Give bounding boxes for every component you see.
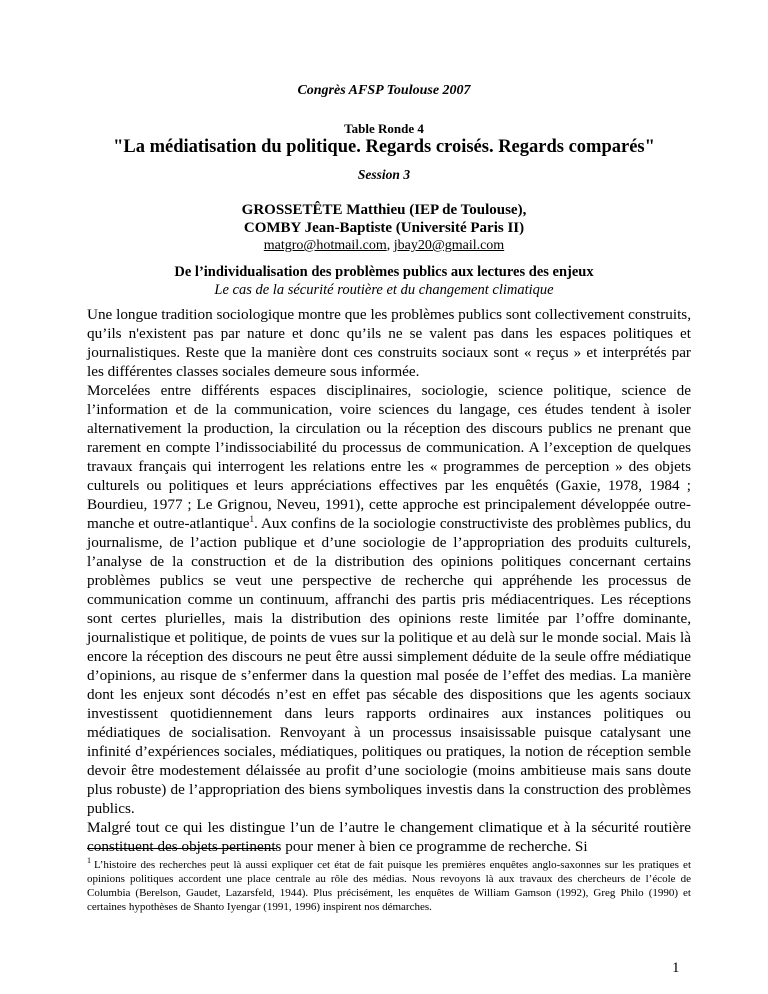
footnote-separator bbox=[87, 848, 277, 849]
paragraph-1: Une longue tradition sociologique montre que les problèmes publics sont collectivement construits, qu’ils n'existent pas par nature et donc qu’ils ne se valent pas dans les espaces politiques et journalistiques. Reste que la manière dont ces construits sociaux sont « reçus » et interprétés par les différentes classes sociales demeure sous informée. bbox=[87, 306, 691, 380]
article-subtitle: Le cas de la sécurité routière et du changement climatique bbox=[214, 282, 554, 298]
conference-title: Congrès AFSP Toulouse 2007 bbox=[297, 83, 471, 98]
footnote bbox=[87, 858, 691, 914]
paragraph-3: Malgré tout ce qui les distingue l’un de l’autre le changement climatique et à la sécurité routière constituent des objets pertinents pour mener à bien ce programme de recherche. Si bbox=[87, 819, 691, 855]
author-emails bbox=[0, 238, 768, 254]
body-text bbox=[87, 305, 691, 856]
email-link-1[interactable]: matgro@hotmail.com bbox=[263, 238, 387, 253]
author-2: COMBY Jean-Baptiste (Université Paris II) bbox=[243, 220, 525, 236]
footnote-text: L’histoire des recherches peut là aussi expliquer cet état de fait puisque les premières enquêtes anglo-saxonnes sur les pratiques et opinions politiques accordent une place centrale au rôle des médias. Nous revoyons là aux travaux des chercheurs de l’école de Columbia (Berelson, Gaudet, Lazarsfeld, 1944). Plus précisément, les enquêtes de William Gamson (1992), Greg Philo (1990) et certaines hypothèses de Shanto Iyengar (1991, 1996) inspirent nos démarches. bbox=[87, 859, 691, 913]
footnote-reference[interactable]: 1 bbox=[249, 513, 254, 524]
table-ronde-label: Table Ronde 4 bbox=[344, 121, 424, 136]
footnote-mark: 1 bbox=[87, 856, 91, 866]
paragraph-2-part-2: . Aux confins de la sociologie constructiviste des problèmes publics, du journalisme, de l’action publique et d’une sociologie de l’appropriation des produits culturels, l’analyse de la construction et de la distribution des opinions politiques concernant certains problèmes publics se veut une perspective de recherche qui appréhende les processus de communication comme un continuum, affranchi des partis pris médiacentriques. Les réceptions sont certes plurielles, mais la distribution des opinions reste limitée par l’offre dominante, journalistique et politique, de points de vues sur la politique et au delà sur le monde social. Mais là encore la réception des discours ne peut être aussi simplement déduite de la seule offre médiatique d’opinions, au risque de s’enfermer dans la question mal posée de l’effet des medias. La manière dont les enjeux sont décodés n’est en effet pas sécable des dispositions que les agents sociaux investissent quotidiennement dans leurs rapports ordinaires aux instances politiques ou médiatiques de socialisation. Renvoyant à un processus insaisissable puisque catalysant une infinité d’expériences sociales, médiatiques, politiques ou pratiques, la notion de réception semble devoir être modestement délaissée au profit d’une sociologie (moins ambitieuse mais sans doute plus robuste) de l’appropriation des biens symboliques investis dans la construction des problèmes publics. bbox=[87, 515, 691, 817]
author-1: GROSSETÊTE Matthieu (IEP de Toulouse), bbox=[241, 202, 527, 218]
session-theme-title: "La médiatisation du politique. Regards croisés. Regards comparés" bbox=[113, 137, 655, 157]
page-number: 1 bbox=[672, 960, 680, 976]
session-label: Session 3 bbox=[357, 167, 411, 182]
paragraph-2-part-1: Morcelées entre différents espaces disciplinaires, sociologie, science politique, science de l’information et de la communication, voire sciences du langage, ces études tendent à isoler alternativement la production, la circulation ou la réception des discours publics ne prenant que rarement en compte l’indissociabilité du processus de communication. A l’exception de quelques travaux français qui interrogent les relations entre les « programmes de perception » des objets culturels ou politiques et leurs appréciations effectives par les enquêtés (Gaxie, 1978, 1984 ; Bourdieu, 1977 ; Le Grignou, Neveu, 1991), cette approche est principalement développée outre-manche et outre-atlantique bbox=[87, 382, 691, 532]
paragraph-2 bbox=[87, 381, 691, 818]
email-link-2[interactable]: jbay20@gmail.com bbox=[393, 238, 505, 253]
email-separator: , bbox=[386, 238, 391, 253]
article-title: De l’individualisation des problèmes publics aux lectures des enjeux bbox=[174, 264, 594, 280]
